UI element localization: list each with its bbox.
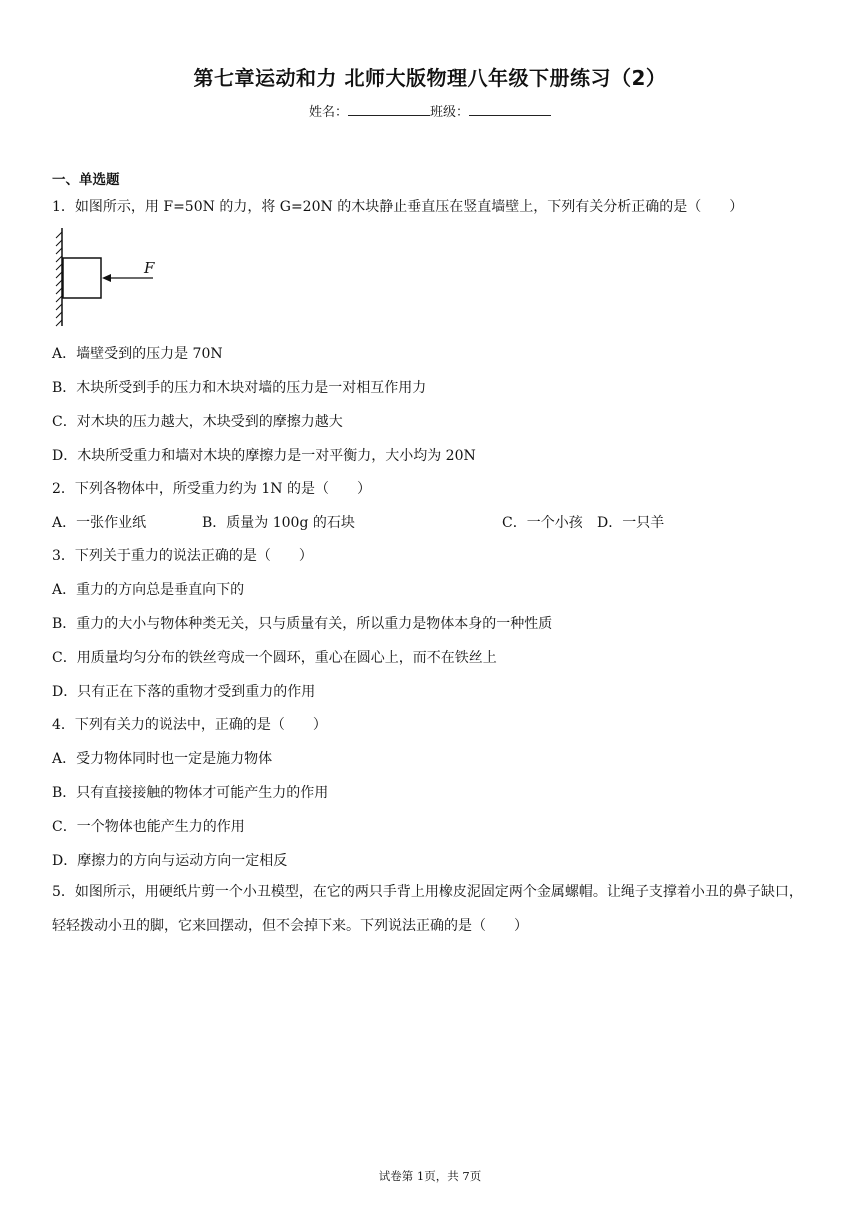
question-1-option-d: D．木块所受重力和墙对木块的摩擦力是一对平衡力，大小均为 20N bbox=[52, 448, 476, 464]
name-blank[interactable] bbox=[348, 103, 430, 116]
question-2-stem: 2．下列各物体中，所受重力约为 1N 的是（ ） bbox=[52, 481, 371, 497]
question-4-option-b: B．只有直接接触的物体才可能产生力的作用 bbox=[52, 785, 329, 801]
question-3-option-b: B．重力的大小与物体种类无关，只与质量有关，所以重力是物体本身的一种性质 bbox=[52, 616, 553, 632]
question-4-option-c: C．一个物体也能产生力的作用 bbox=[52, 819, 245, 835]
question-4-option-d: D．摩擦力的方向与运动方向一定相反 bbox=[52, 853, 288, 869]
force-arrow-head bbox=[102, 274, 111, 282]
force-label: F bbox=[144, 259, 155, 277]
question-1-figure bbox=[52, 226, 172, 334]
question-2-option-b: B．质量为 100g 的石块 bbox=[202, 515, 355, 531]
question-3-option-d: D．只有正在下落的重物才受到重力的作用 bbox=[52, 684, 316, 700]
page-footer: 试卷第 1页，共 7页 bbox=[378, 1169, 482, 1183]
question-1-option-c: C．对木块的压力越大，木块受到的摩擦力越大 bbox=[52, 414, 343, 430]
question-4-stem: 4．下列有关力的说法中，正确的是（ ） bbox=[52, 717, 327, 733]
name-label: 姓名： bbox=[308, 105, 348, 120]
block-rect bbox=[63, 258, 101, 298]
question-1-option-a: A．墙壁受到的压力是 70N bbox=[52, 346, 223, 362]
question-4-option-a: A．受力物体同时也一定是施力物体 bbox=[52, 751, 273, 767]
wall-hatching bbox=[56, 232, 62, 326]
question-1-option-b: B．木块所受到手的压力和木块对墙的压力是一对相互作用力 bbox=[52, 380, 427, 396]
section-title: 一、单选题 bbox=[52, 172, 120, 188]
question-2-option-c: C．一个小孩 bbox=[502, 515, 583, 531]
class-label: 班级： bbox=[430, 105, 470, 120]
page-title: 第七章运动和力 北师大版物理八年级下册练习（2） bbox=[193, 66, 667, 90]
question-5-stem: 5．如图所示，用硬纸片剪一个小丑模型，在它的两只手背上用橡皮泥固定两个金属螺帽。让绳子支撑着小丑的鼻子缺口，轻轻拨动小丑的脚，它来回摆动，但不会掉下来。下列说法正确的是（ ） bbox=[52, 884, 803, 934]
question-2-option-d: D．一只羊 bbox=[597, 515, 665, 531]
class-blank[interactable] bbox=[469, 103, 551, 116]
wall-block-force-diagram bbox=[52, 226, 172, 330]
question-3-stem: 3．下列关于重力的说法正确的是（ ） bbox=[52, 548, 313, 564]
student-info bbox=[0, 101, 860, 120]
question-1-stem: 1．如图所示，用 F=50N 的力，将 G=20N 的木块静止垂直压在竖直墙壁上，下列有关分析正确的是（ ） bbox=[52, 199, 744, 215]
question-3-option-c: C．用质量均匀分布的铁丝弯成一个圆环，重心在圆心上，而不在铁丝上 bbox=[52, 650, 497, 666]
question-2-option-a: A．一张作业纸 bbox=[52, 515, 147, 531]
question-3-option-a: A．重力的方向总是垂直向下的 bbox=[52, 582, 245, 598]
